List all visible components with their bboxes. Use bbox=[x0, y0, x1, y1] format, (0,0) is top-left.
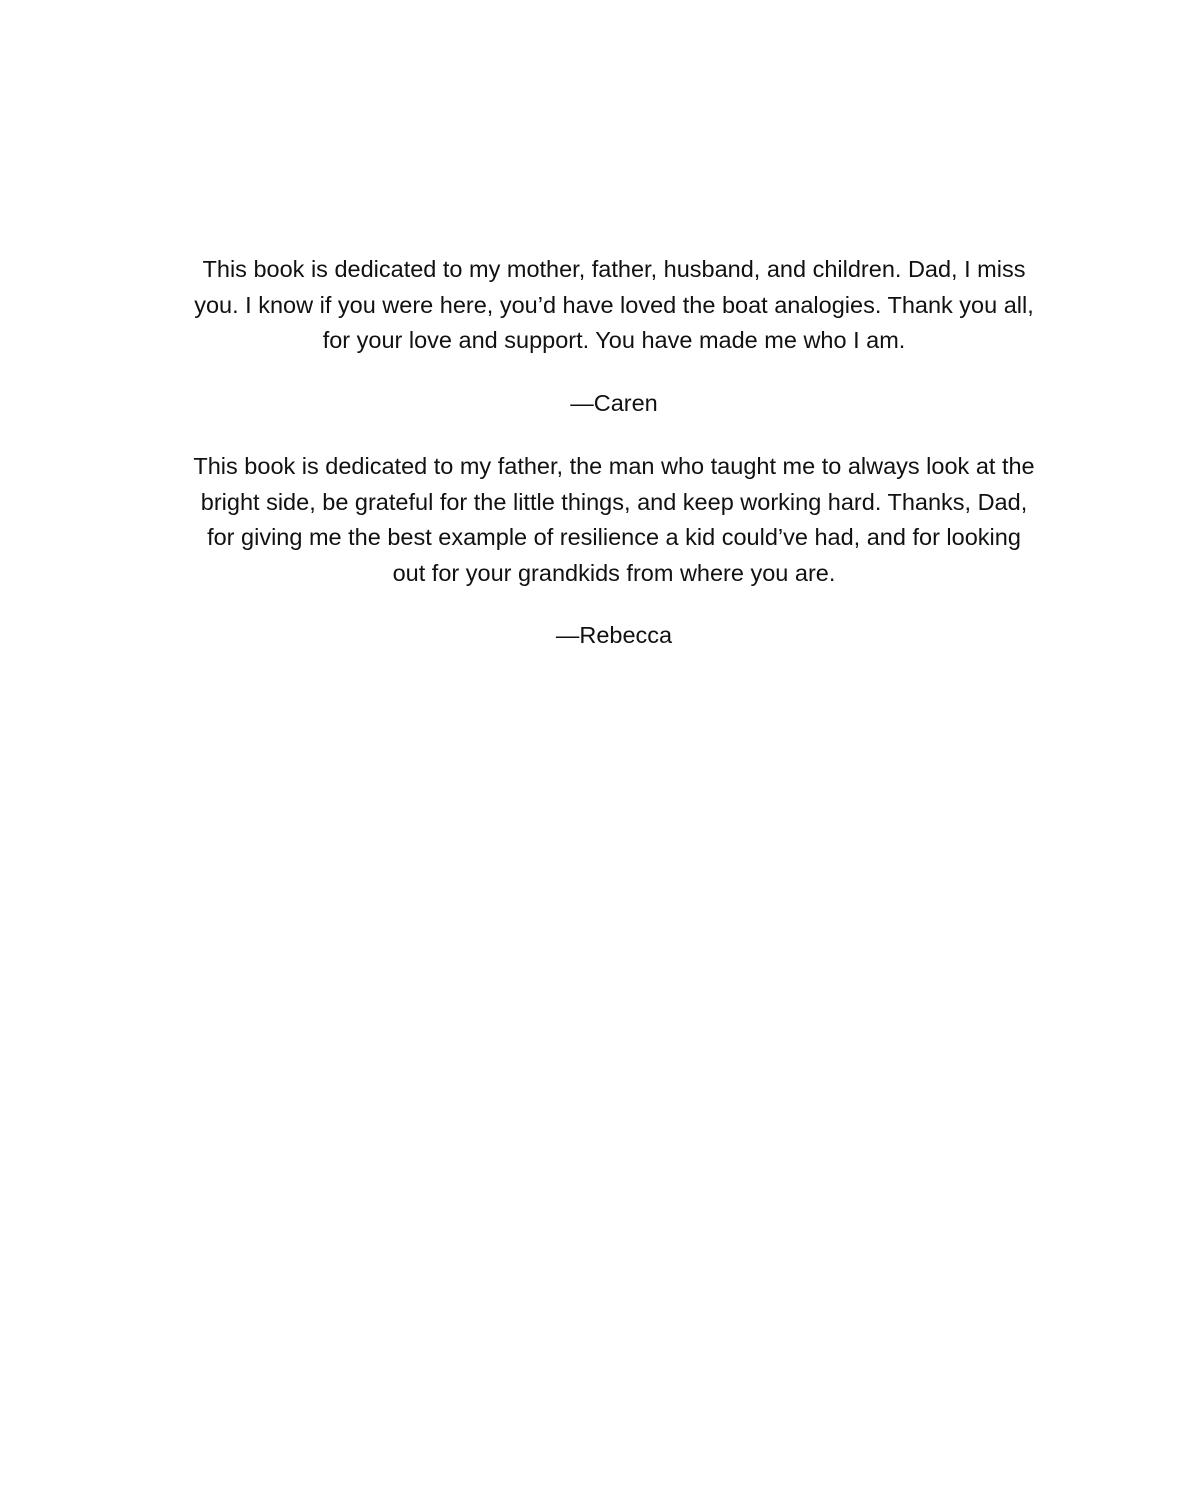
dedications-block bbox=[150, 252, 1078, 654]
signature-caren: —Caren bbox=[570, 389, 658, 416]
dedication-rebecca bbox=[150, 449, 1078, 591]
dedication-line: bright side, be grateful for the little things, and keep working hard. Thanks, Dad, bbox=[200, 488, 1028, 515]
dedication-line: for your love and support. You have made me who I am. bbox=[322, 327, 906, 353]
dedication-line: for giving me the best example of resilience a kid could’ve had, and for looking bbox=[207, 524, 1021, 550]
dedication-line: you. I know if you were here, you’d have loved the boat analogies. Thank you all, bbox=[194, 291, 1034, 318]
dedication-line: out for your grandkids from where you are. bbox=[392, 559, 836, 586]
dedication-line: This book is dedicated to my father, the man who taught me to always look at the bbox=[193, 453, 1035, 479]
dedication-caren bbox=[150, 252, 1078, 359]
signature-rebecca: —Rebecca bbox=[555, 622, 673, 648]
dedication-line: This book is dedicated to my mother, father, husband, and children. Dad, I miss bbox=[202, 256, 1026, 282]
